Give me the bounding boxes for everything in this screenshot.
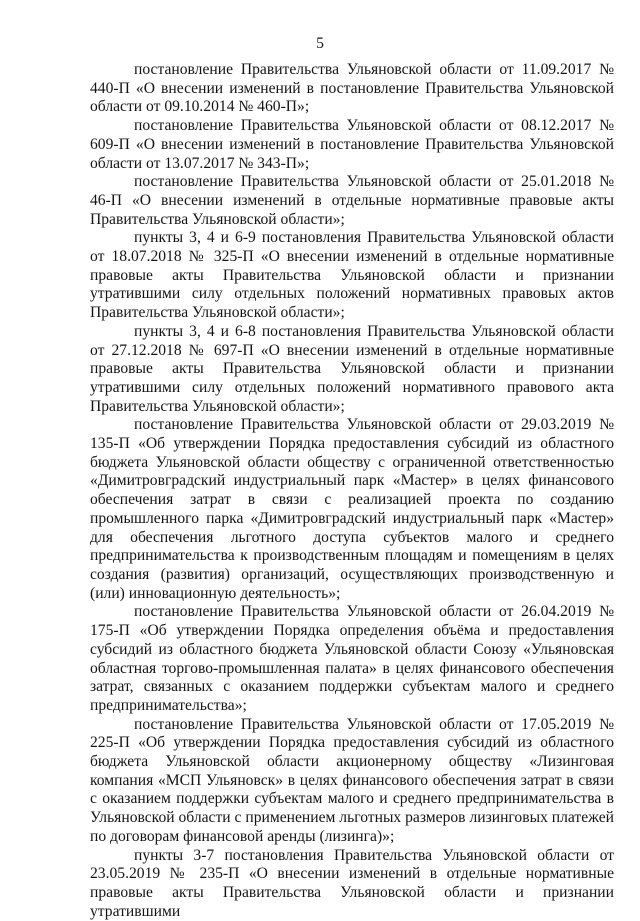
paragraph-1: постановление Правительства Ульяновской области от 11.09.2017 № 440-П «О внесении изменений в постановление Правительства Ульяновской области от 09.10.2014 № 460-П»;: [90, 61, 614, 116]
page-number: 5: [316, 35, 324, 52]
paragraph-9: пункты 3-7 постановления Правительства Ульяновской области от 23.05.2019 № 235-П «О внесении изменений в отдельные нормативные правовые акты Правительства Ульяновской области и признании утратившими: [90, 846, 614, 920]
paragraph-5: пункты 3, 4 и 6-8 постановления Правительства Ульяновской области от 27.12.2018 № 697-П «О внесении изменений в отдельные нормативные правовые акты Правительства Ульяновской области и признании утратившими силу отдельных положений нормативного правового акта Правительства Ульяновской области»;: [90, 322, 614, 415]
paragraph-7: постановление Правительства Ульяновской области от 26.04.2019 № 175-П «Об утверждении Порядка определения объёма и предоставления субсидий из областного бюджета Ульяновской области Союзу «Ульяновская областная торгово-промышленная палата» в целях финансового обеспечения затрат, связанных с оказанием поддержки субъектам малого и среднего предпринимательства»;: [90, 603, 614, 714]
paragraph-3: постановление Правительства Ульяновской области от 25.01.2018 № 46-П «О внесении изменений в отдельные нормативные правовые акты Правительства Ульяновской области»;: [90, 173, 614, 228]
document-body: [90, 61, 614, 921]
paragraph-4: пункты 3, 4 и 6-9 постановления Правительства Ульяновской области от 18.07.2018 № 325-П «О внесении изменений в отдельные нормативные правовые акты Правительства Ульяновской области и признании утратившими силу отдельных положений нормативных правовых актов Правительства Ульяновской области»;: [90, 229, 614, 322]
paragraph-8: постановление Правительства Ульяновской области от 17.05.2019 № 225-П «Об утверждении Порядка предоставления субсидий из областного бюджета Ульяновской области акционерному обществу «Лизинговая компания «МСП Ульяновск» в целях финансового обеспечения затрат в связи с оказанием поддержки субъектам малого и среднего предпринимательства в Ульяновской области с применением льготных размеров лизинговых платежей по договорам финансовой аренды (лизинга)»;: [90, 715, 614, 845]
paragraph-6: постановление Правительства Ульяновской области от 29.03.2019 № 135-П «Об утверждении Порядка предоставления субсидий из областного бюджета Ульяновской области обществу с ограниченной ответственностью «Димитровградский индустриальный парк «Мастер» в целях финансового обеспечения затрат в связи с реализацией проекта по созданию промышленного парка «Димитровградский индустриальный парк «Мастер» для обеспечения льготного доступа субъектов малого и среднего предпринимательства к производственным площадям и помещениям в целях создания (развития) организаций, осуществляющих производственную и (или) инновационную деятельность»;: [90, 416, 614, 602]
paragraph-2: постановление Правительства Ульяновской области от 08.12.2017 № 609-П «О внесении изменений в постановление Правительства Ульяновской области от 13.07.2017 № 343-П»;: [90, 117, 614, 172]
